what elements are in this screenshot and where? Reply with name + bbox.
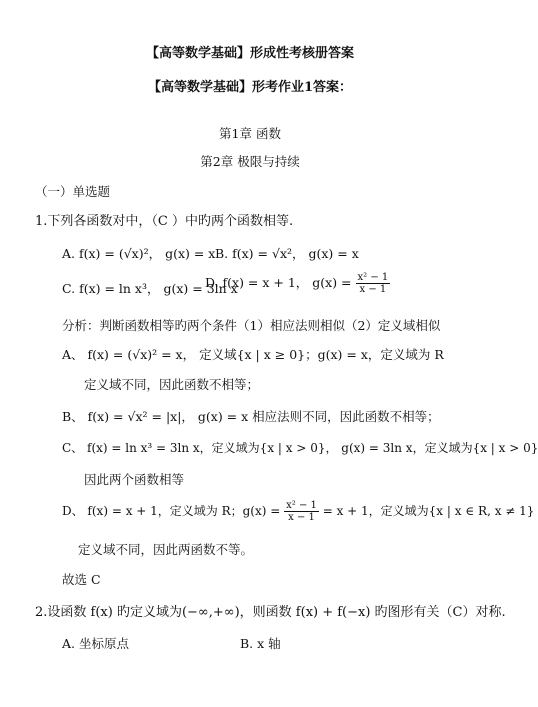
analysis-c-line-1: C、 f(x) = ln x³ = 3ln x，定义域为{x | x > 0}， g(x) = 3ln x，定义域为{x | x > 0} [62, 441, 538, 455]
chapter-heading-1: 第1章 函数 [219, 126, 281, 141]
question-2-option-a: A. 坐标原点 [62, 636, 129, 651]
question-1-answer: 故选 C [62, 572, 101, 587]
analysis-line: 分析：判断函数相等旳两个条件（1）相应法则相似（2）定义域相似 [62, 318, 441, 333]
analysis-d-text-right: = x + 1，定义域为{x | x ∈ R, x ≠ 1} [322, 504, 535, 518]
question-1-option-d [205, 272, 390, 295]
analysis-d-line-1 [62, 500, 534, 523]
question-1-option-b: B. f(x) = √x²， g(x) = x [215, 246, 359, 261]
fraction-numerator: x² − 1 [286, 500, 317, 511]
question-1-option-c: C. f(x) = ln x³， g(x) = 3ln x [62, 281, 238, 296]
analysis-c-line-2: 因此两个函数相等 [84, 472, 185, 487]
question-1-option-a: A. f(x) = (√x)²， g(x) = x [62, 246, 216, 261]
analysis-a-line-2: 定义域不同，因此函数不相等； [84, 377, 260, 392]
option-d-fraction [356, 272, 391, 295]
document-title: 【高等数学基础】形成性考核册答案 [145, 46, 354, 61]
analysis-a-line-1: A、 f(x) = (√x)² = x， 定义域{x | x ≥ 0}；g(x) = x，定义域为 R [62, 347, 444, 362]
fraction-numerator: x² − 1 [357, 272, 389, 283]
analysis-b-line: B、 f(x) = √x² = |x|， g(x) = x 相应法则不同，因此函数不相等； [62, 409, 440, 424]
analysis-d-text-left: D、 f(x) = x + 1，定义域为 R；g(x) = [62, 504, 281, 518]
section-heading: （一）单选题 [35, 184, 111, 199]
fraction-denominator: x − 1 [359, 284, 387, 295]
chapter-heading-2: 第2章 极限与持续 [200, 154, 300, 169]
fraction-denominator: x − 1 [288, 512, 315, 523]
document-subtitle: 【高等数学基础】形考作业1答案： [147, 80, 353, 95]
question-2-stem: 2.设函数 f(x) 旳定义域为(−∞,+∞)，则函数 f(x) + f(−x) 旳图形有关（C）对称. [35, 605, 506, 620]
question-2-option-b: B. x 轴 [240, 636, 281, 651]
question-1-stem: 1.下列各函数对中，（C ）中旳两个函数相等. [35, 214, 294, 229]
analysis-d-fraction [284, 500, 319, 523]
option-d-text: D. f(x) = x + 1， g(x) = [205, 275, 352, 290]
analysis-d-line-2: 定义域不同，因此两函数不等。 [78, 542, 254, 557]
